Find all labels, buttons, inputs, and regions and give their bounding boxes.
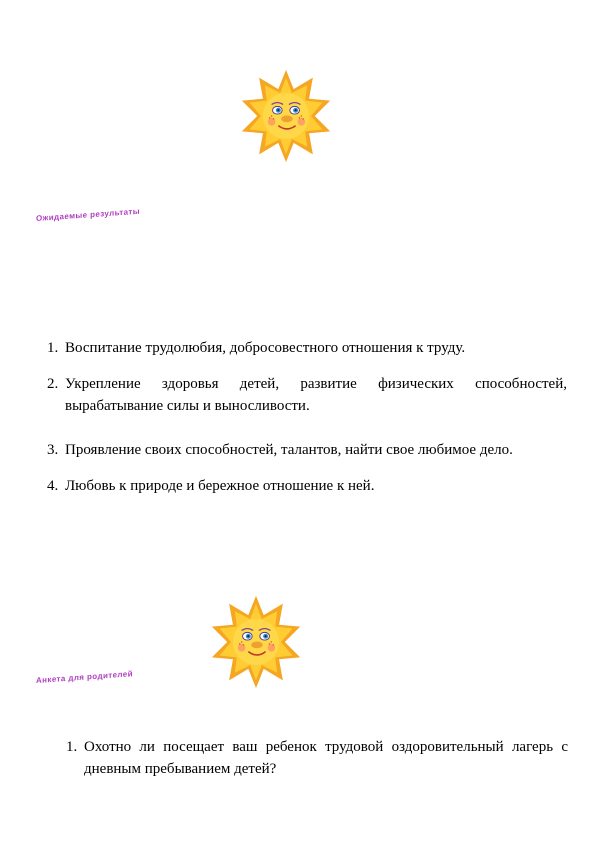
list-item-text: Охотно ли посещает ваш ребенок трудовой оздоровительный лагерь с дневным пребыванием детей? bbox=[84, 739, 568, 777]
list-item-text: Проявление своих способностей, талантов, найти свое любимое дело. bbox=[65, 442, 513, 458]
list-item: 3. Проявление своих способностей, талантов, найти свое любимое дело. bbox=[47, 442, 513, 458]
list-item: 1. Охотно ли посещает ваш ребенок трудовой оздоровительный лагерь с дневным пребыванием детей? bbox=[66, 739, 568, 777]
smiling-sun-icon bbox=[208, 594, 304, 690]
list-item: 1. Воспитание трудолюбия, добросовестного отношения к труду. bbox=[47, 340, 466, 356]
list-item-text: Любовь к природе и бережное отношение к ней. bbox=[65, 478, 375, 494]
smiling-sun-icon bbox=[238, 68, 334, 164]
list-item-text: Воспитание трудолюбия, добросовестного отношения к труду. bbox=[65, 340, 466, 356]
section-heading-questionnaire: Анкета для родителей bbox=[36, 669, 133, 685]
expected-results-list bbox=[47, 337, 567, 497]
list-item: 2. Укрепление здоровья детей, развитие физических способностей, вырабатывание силы и выносливости. bbox=[47, 376, 567, 414]
section-heading-expected-results: Ожидаемые результаты bbox=[36, 206, 140, 223]
questionnaire-list bbox=[66, 736, 568, 780]
list-item-text: Укрепление здоровья детей, развитие физических способностей, вырабатывание силы и выносливости. bbox=[65, 376, 567, 414]
list-item: 4. Любовь к природе и бережное отношение к ней. bbox=[47, 478, 375, 494]
